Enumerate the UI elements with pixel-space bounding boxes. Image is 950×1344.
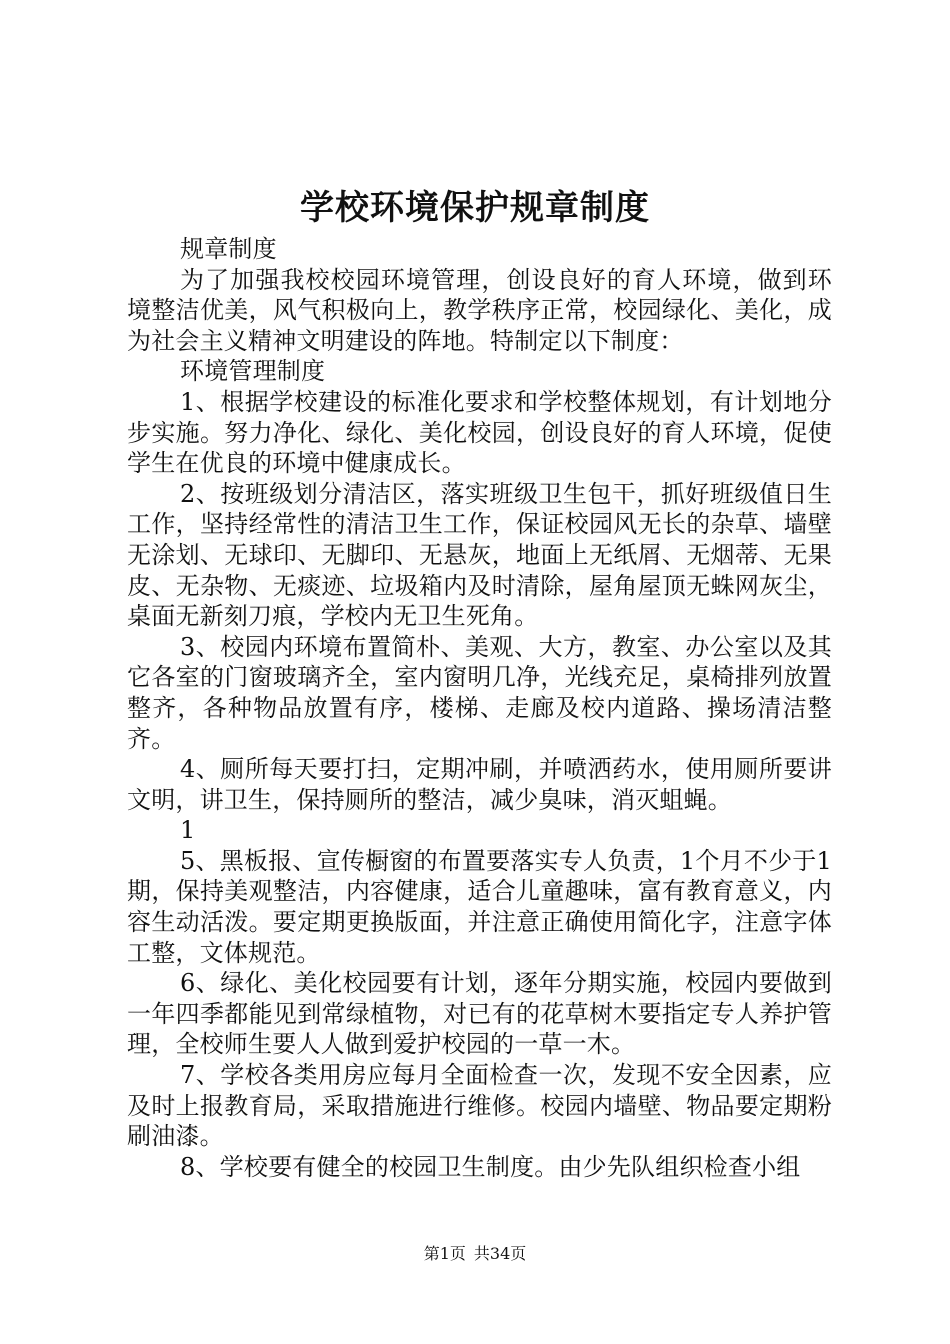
paragraph-subheading: 环境管理制度 <box>180 357 326 386</box>
paragraph-item-7: 7、学校各类用房应每月全面检查一次，发现不安全因素，应及时上报教育局，采取措施进行维修。校园内墙壁、物品要定期粉刷油漆。 <box>127 1061 832 1151</box>
paragraph-section-heading: 规章制度 <box>180 235 277 263</box>
page-footer <box>0 1243 950 1265</box>
paragraph-item-8: 8、学校要有健全的校园卫生制度。由少先队组织检查小组 <box>180 1152 801 1181</box>
paragraph-item-2: 2、按班级划分清洁区，落实班级卫生包干，抓好班级值日生工作，坚持经常性的清洁卫生工作，保证校园风无长的杂草、墙壁无涂划、无球印、无脚印、无悬灰，地面上无纸屑、无烟蒂、无果皮、无杂物、无痰迹、垃圾箱内及时清除，屋角屋顶无蛛网灰尘，桌面无新刻刀痕，学校内无卫生死角。 <box>127 479 832 631</box>
paragraph-intro: 为了加强我校校园环境管理，创设良好的育人环境，做到环境整洁优美，风气积极向上，教学秩序正常，校园绿化、美化，成为社会主义精神文明建设的阵地。特制定以下制度： <box>127 265 832 355</box>
paragraph-item-1: 1、根据学校建设的标准化要求和学校整体规划，有计划地分步实施。努力净化、绿化、美化校园，创设良好的育人环境，促使学生在优良的环境中健康成长。 <box>127 387 832 478</box>
paragraph-item-5: 5、黑板报、宣传橱窗的布置要落实专人负责，1个月不少于1期，保持美观整洁，内容健康，适合儿童趣味，富有教育意义，内容生动活泼。要定期更换版面，并注意正确使用简化字，注意字体工整，文体规范。 <box>127 846 832 967</box>
page-number: 第1页 <box>423 1244 466 1263</box>
document-title: 学校环境保护规章制度 <box>300 188 650 228</box>
paragraph-page-marker: 1 <box>180 816 196 845</box>
paragraph-item-4: 4、厕所每天要打扫，定期冲刷，并喷洒药水，使用厕所要讲文明，讲卫生，保持厕所的整洁，减少臭味，消灭蛆蝇。 <box>127 755 832 814</box>
paragraph-item-3: 3、校园内环境布置简朴、美观、大方，教室、办公室以及其它各室的门窗玻璃齐全，室内窗明几净，光线充足，桌椅排列放置整齐，各种物品放置有序，楼梯、走廊及校内道路、操场清洁整齐。 <box>127 632 832 753</box>
page-total: 共34页 <box>473 1244 527 1263</box>
paragraph-item-6: 6、绿化、美化校园要有计划，逐年分期实施，校园内要做到一年四季都能见到常绿植物，对已有的花草树木要指定专人养护管理，全校师生要人人做到爱护校园的一草一木。 <box>127 969 832 1059</box>
document-body <box>127 234 832 1182</box>
